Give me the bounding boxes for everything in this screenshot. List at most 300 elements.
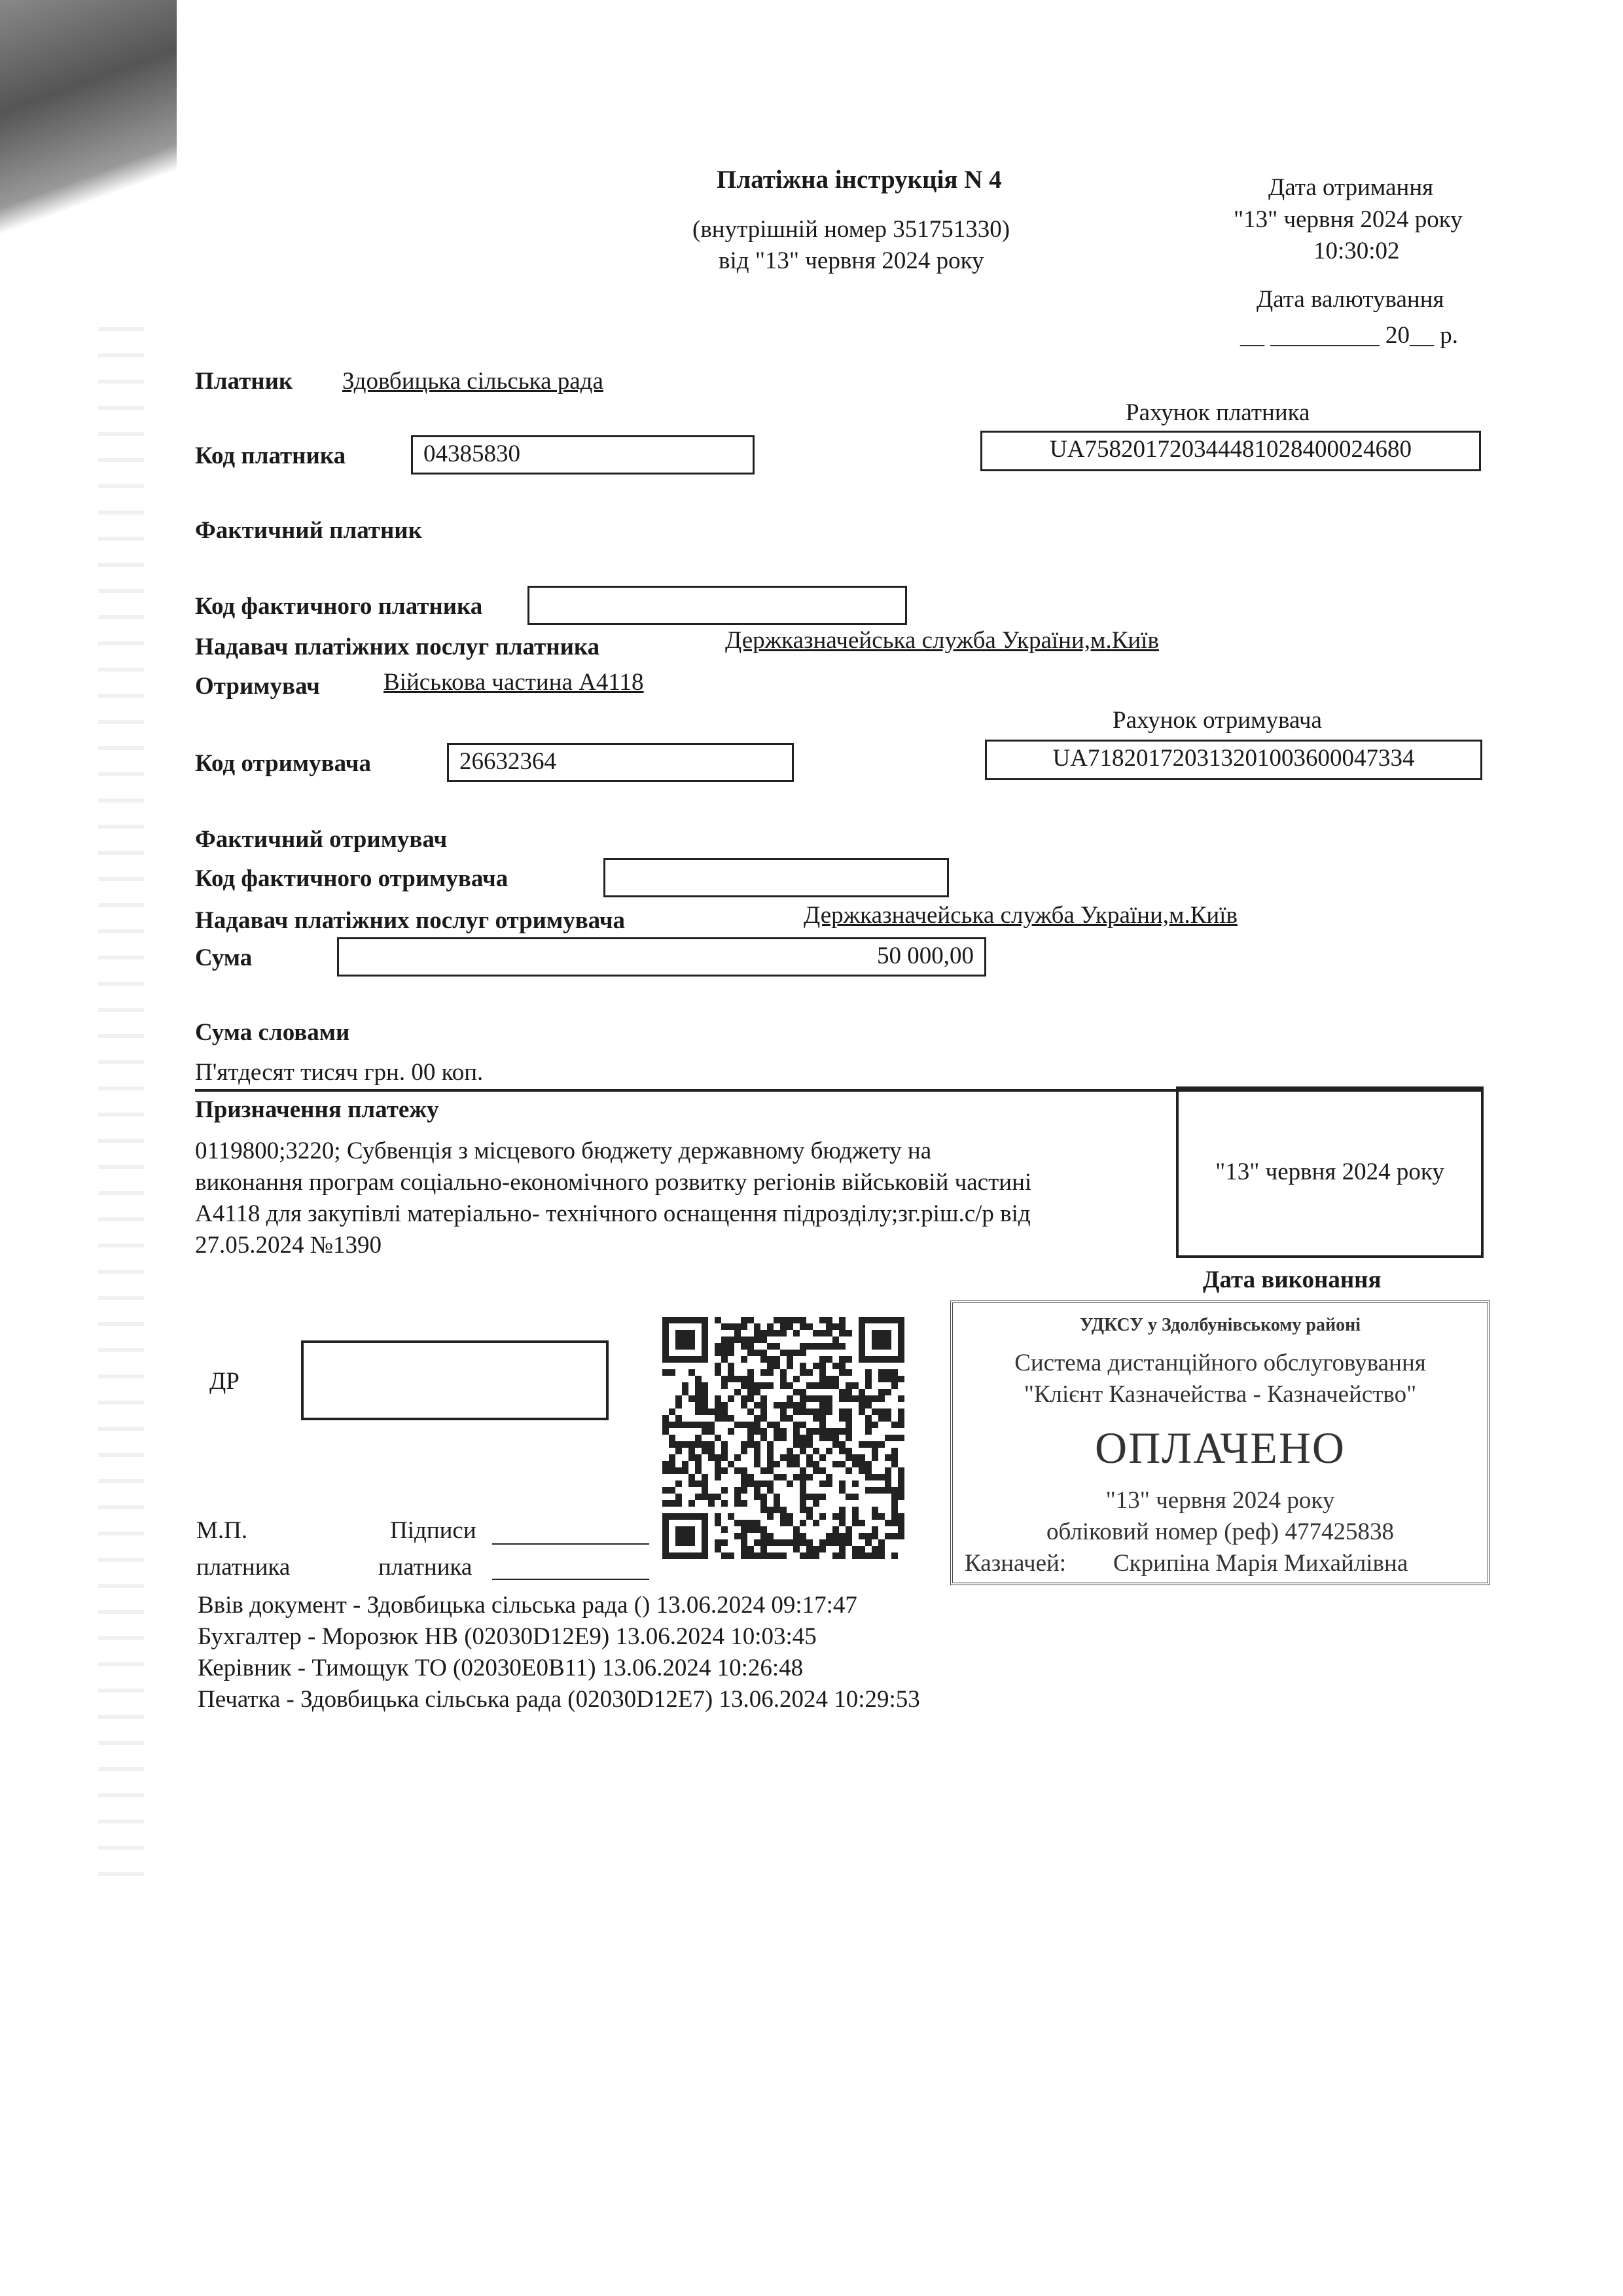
qr-module xyxy=(839,1448,846,1454)
qr-module xyxy=(760,1336,767,1343)
qr-module xyxy=(774,1402,780,1408)
qr-module xyxy=(885,1520,891,1526)
qr-module xyxy=(800,1363,806,1369)
qr-module xyxy=(793,1402,800,1408)
recipient-code-label: Код отримувача xyxy=(195,750,371,777)
qr-module xyxy=(780,1513,787,1520)
qr-module xyxy=(780,1323,787,1330)
qr-module xyxy=(878,1376,885,1382)
qr-module xyxy=(741,1336,747,1343)
qr-module xyxy=(721,1408,728,1415)
payer-account-field: UA758201720344481028400024680 xyxy=(980,431,1481,471)
qr-module xyxy=(787,1395,793,1402)
document-title: Платіжна інструкція N 4 xyxy=(717,166,1002,194)
qr-module xyxy=(675,1448,682,1454)
qr-finder-center xyxy=(675,1526,695,1546)
qr-module xyxy=(760,1369,767,1376)
qr-module xyxy=(806,1382,813,1389)
qr-module xyxy=(747,1343,754,1350)
qr-module xyxy=(760,1500,767,1507)
qr-module xyxy=(721,1336,728,1343)
mp-sub-label: платника xyxy=(196,1554,291,1581)
qr-module xyxy=(846,1539,852,1546)
qr-module xyxy=(747,1336,754,1343)
qr-module xyxy=(760,1415,767,1422)
qr-module xyxy=(734,1487,741,1494)
qr-module xyxy=(839,1389,846,1395)
qr-module xyxy=(846,1494,852,1500)
qr-module xyxy=(826,1533,832,1539)
qr-module xyxy=(826,1317,832,1323)
qr-module xyxy=(819,1330,826,1336)
qr-module xyxy=(754,1520,760,1526)
qr-module xyxy=(695,1395,702,1402)
qr-module xyxy=(747,1480,754,1487)
qr-module xyxy=(780,1454,787,1461)
scan-shadow-corner xyxy=(0,0,177,314)
log-line-4: Печатка - Здовбицька сільська рада (02030D12E7) 13.06.2024 10:29:53 xyxy=(198,1686,920,1713)
qr-module xyxy=(675,1494,682,1500)
qr-module xyxy=(865,1487,872,1494)
qr-module xyxy=(741,1539,747,1546)
signatures-sub-label: платника xyxy=(378,1554,473,1581)
qr-module xyxy=(760,1408,767,1415)
log-line-1: Ввів документ - Здовбицька сільська рада () 13.06.2024 09:17:47 xyxy=(198,1592,857,1619)
qr-module xyxy=(682,1382,688,1389)
qr-module xyxy=(898,1376,904,1382)
qr-module xyxy=(800,1494,806,1500)
qr-module xyxy=(859,1533,865,1539)
qr-module xyxy=(702,1441,708,1448)
qr-module xyxy=(826,1474,832,1480)
qr-module xyxy=(800,1343,806,1350)
qr-module xyxy=(832,1343,839,1350)
qr-module xyxy=(754,1415,760,1422)
qr-module xyxy=(760,1428,767,1435)
qr-module xyxy=(695,1382,702,1389)
qr-module xyxy=(754,1389,760,1395)
qr-module xyxy=(832,1336,839,1343)
qr-module xyxy=(767,1356,774,1363)
qr-module xyxy=(872,1552,878,1559)
qr-module xyxy=(780,1382,787,1389)
qr-module xyxy=(806,1494,813,1500)
qr-module xyxy=(662,1467,669,1474)
qr-module xyxy=(819,1539,826,1546)
qr-module xyxy=(702,1474,708,1480)
qr-module xyxy=(813,1363,819,1369)
qr-module xyxy=(715,1408,721,1415)
qr-module xyxy=(760,1402,767,1408)
qr-module xyxy=(747,1317,754,1323)
qr-module xyxy=(780,1428,787,1435)
qr-module xyxy=(662,1428,669,1435)
qr-module xyxy=(793,1376,800,1382)
payer-provider-label: Надавач платіжних послуг платника xyxy=(195,634,600,660)
stamp-date: "13" червня 2024 року xyxy=(1105,1487,1335,1514)
qr-module xyxy=(878,1546,885,1552)
qr-module xyxy=(767,1422,774,1428)
qr-module xyxy=(741,1422,747,1428)
qr-module xyxy=(682,1467,688,1474)
qr-module xyxy=(872,1487,878,1494)
actual-recipient-label: Фактичний отримувач xyxy=(195,826,448,853)
qr-module xyxy=(806,1435,813,1441)
qr-module xyxy=(826,1395,832,1402)
qr-module xyxy=(747,1428,754,1435)
qr-module xyxy=(865,1467,872,1474)
qr-module xyxy=(793,1389,800,1395)
qr-module xyxy=(819,1395,826,1402)
qr-module xyxy=(885,1415,891,1422)
qr-module xyxy=(780,1415,787,1422)
qr-module xyxy=(800,1369,806,1376)
qr-module xyxy=(846,1467,852,1474)
qr-module xyxy=(787,1415,793,1422)
qr-module xyxy=(878,1369,885,1376)
qr-module xyxy=(891,1369,898,1376)
qr-module xyxy=(885,1467,891,1474)
qr-module xyxy=(715,1474,721,1480)
qr-module xyxy=(865,1402,872,1408)
qr-module xyxy=(734,1389,741,1395)
qr-module xyxy=(669,1467,675,1474)
qr-module xyxy=(715,1467,721,1474)
qr-module xyxy=(872,1448,878,1454)
qr-module xyxy=(898,1526,904,1533)
qr-module xyxy=(846,1454,852,1461)
qr-module xyxy=(760,1552,767,1559)
qr-module xyxy=(826,1448,832,1454)
qr-module xyxy=(688,1422,695,1428)
qr-module xyxy=(839,1369,846,1376)
qr-module xyxy=(865,1552,872,1559)
qr-module xyxy=(747,1474,754,1480)
qr-module xyxy=(734,1494,741,1500)
qr-module xyxy=(774,1539,780,1546)
qr-module xyxy=(669,1441,675,1448)
qr-module xyxy=(767,1441,774,1448)
qr-module xyxy=(806,1441,813,1448)
qr-module xyxy=(832,1526,839,1533)
qr-module xyxy=(800,1552,806,1559)
qr-module xyxy=(695,1461,702,1467)
qr-module xyxy=(754,1330,760,1336)
qr-module xyxy=(767,1363,774,1369)
qr-module xyxy=(839,1539,846,1546)
qr-module xyxy=(675,1480,682,1487)
qr-module xyxy=(806,1369,813,1376)
qr-module xyxy=(702,1422,708,1428)
amount-field: 50 000,00 xyxy=(337,937,986,977)
qr-module xyxy=(675,1500,682,1507)
execution-date-box xyxy=(1176,1086,1484,1258)
qr-module xyxy=(819,1317,826,1323)
qr-module xyxy=(721,1415,728,1422)
actual-payer-code-field xyxy=(527,586,907,625)
payer-name: Здовбицька сільська рада xyxy=(342,368,603,395)
qr-module xyxy=(826,1382,832,1389)
qr-module xyxy=(859,1461,865,1467)
qr-module xyxy=(891,1520,898,1526)
amount-label: Сума xyxy=(195,944,253,971)
qr-module xyxy=(859,1520,865,1526)
amount-words: П'ятдесят тисяч грн. 00 коп. xyxy=(195,1059,484,1086)
qr-module xyxy=(715,1546,721,1552)
qr-module xyxy=(780,1408,787,1415)
value-date-label: Дата валютування xyxy=(1257,286,1444,313)
qr-module xyxy=(728,1395,734,1402)
qr-module xyxy=(715,1415,721,1422)
qr-module xyxy=(878,1474,885,1480)
signature-line-2 xyxy=(492,1579,649,1580)
qr-module xyxy=(715,1343,721,1350)
qr-module xyxy=(695,1494,702,1500)
qr-module xyxy=(793,1474,800,1480)
qr-module xyxy=(793,1317,800,1323)
qr-module xyxy=(754,1422,760,1428)
qr-module xyxy=(715,1461,721,1467)
qr-module xyxy=(721,1539,728,1546)
qr-module xyxy=(721,1323,728,1330)
qr-module xyxy=(747,1441,754,1448)
qr-module xyxy=(826,1323,832,1330)
qr-module xyxy=(682,1389,688,1395)
qr-module xyxy=(787,1323,793,1330)
qr-module xyxy=(819,1343,826,1350)
qr-module xyxy=(774,1435,780,1441)
qr-module xyxy=(760,1480,767,1487)
qr-module xyxy=(865,1382,872,1389)
qr-module xyxy=(898,1435,904,1441)
qr-module xyxy=(800,1500,806,1507)
qr-module xyxy=(780,1507,787,1513)
qr-module xyxy=(669,1454,675,1461)
qr-module xyxy=(839,1363,846,1369)
qr-module xyxy=(688,1441,695,1448)
qr-module xyxy=(832,1461,839,1467)
qr-module xyxy=(800,1435,806,1441)
qr-module xyxy=(885,1435,891,1441)
qr-module xyxy=(734,1467,741,1474)
mp-label: М.П. xyxy=(196,1517,248,1544)
qr-module xyxy=(774,1330,780,1336)
qr-module xyxy=(839,1552,846,1559)
qr-module xyxy=(832,1552,839,1559)
qr-module xyxy=(695,1389,702,1395)
qr-module xyxy=(708,1494,715,1500)
payer-code-field: 04385830 xyxy=(411,435,755,475)
signature-line-1 xyxy=(492,1543,649,1545)
qr-module xyxy=(741,1395,747,1402)
qr-module xyxy=(767,1467,774,1474)
qr-module xyxy=(780,1376,787,1382)
qr-module xyxy=(826,1330,832,1336)
qr-module xyxy=(846,1369,852,1376)
qr-module xyxy=(787,1513,793,1520)
qr-module xyxy=(767,1448,774,1454)
qr-module xyxy=(793,1526,800,1533)
dr-field xyxy=(301,1340,609,1420)
actual-payer-label: Фактичний платник xyxy=(195,517,422,544)
qr-module xyxy=(819,1356,826,1363)
qr-module xyxy=(702,1480,708,1487)
qr-module xyxy=(780,1330,787,1336)
qr-module xyxy=(806,1408,813,1415)
qr-module xyxy=(767,1369,774,1376)
qr-module xyxy=(839,1415,846,1422)
qr-module xyxy=(819,1467,826,1474)
qr-module xyxy=(734,1533,741,1539)
qr-module xyxy=(832,1382,839,1389)
qr-module xyxy=(852,1513,859,1520)
qr-module xyxy=(872,1395,878,1402)
qr-module xyxy=(813,1330,819,1336)
qr-module xyxy=(728,1336,734,1343)
qr-module xyxy=(747,1376,754,1382)
qr-module xyxy=(891,1382,898,1389)
qr-module xyxy=(832,1435,839,1441)
qr-module xyxy=(839,1317,846,1323)
qr-module xyxy=(715,1513,721,1520)
qr-module xyxy=(878,1408,885,1415)
qr-module xyxy=(721,1356,728,1363)
qr-module xyxy=(760,1526,767,1533)
qr-module xyxy=(675,1395,682,1402)
recipient-account-field: UA718201720313201003600047334 xyxy=(985,740,1482,780)
qr-module xyxy=(747,1408,754,1415)
qr-module xyxy=(839,1546,846,1552)
qr-module xyxy=(767,1461,774,1467)
qr-module xyxy=(846,1382,852,1389)
qr-module xyxy=(754,1480,760,1487)
log-line-2: Бухгалтер - Морозюк НВ (02030D12E9) 13.06.2024 10:03:45 xyxy=(198,1623,817,1650)
qr-module xyxy=(702,1402,708,1408)
qr-module xyxy=(780,1474,787,1480)
qr-module xyxy=(741,1474,747,1480)
qr-module xyxy=(728,1363,734,1369)
qr-module xyxy=(872,1454,878,1461)
qr-module xyxy=(865,1474,872,1480)
qr-module xyxy=(806,1507,813,1513)
qr-module xyxy=(774,1422,780,1428)
qr-module xyxy=(826,1376,832,1382)
qr-module xyxy=(800,1520,806,1526)
qr-module xyxy=(774,1317,780,1323)
qr-module xyxy=(852,1382,859,1389)
qr-module xyxy=(721,1382,728,1389)
qr-module xyxy=(754,1454,760,1461)
qr-module xyxy=(832,1441,839,1448)
qr-module xyxy=(728,1513,734,1520)
qr-module xyxy=(819,1435,826,1441)
qr-module xyxy=(721,1441,728,1448)
qr-module xyxy=(741,1487,747,1494)
qr-module xyxy=(872,1533,878,1539)
qr-module xyxy=(800,1350,806,1356)
qr-module xyxy=(793,1428,800,1435)
qr-module xyxy=(813,1343,819,1350)
qr-module xyxy=(800,1389,806,1395)
qr-module xyxy=(734,1520,741,1526)
qr-module xyxy=(728,1376,734,1382)
qr-module xyxy=(754,1494,760,1500)
qr-module xyxy=(662,1369,669,1376)
stamp-office: УДКСУ у Здолбунівському районі xyxy=(1079,1315,1361,1335)
qr-module xyxy=(715,1454,721,1461)
qr-module xyxy=(846,1356,852,1363)
qr-module xyxy=(852,1454,859,1461)
purpose-label: Призначення платежу xyxy=(195,1096,439,1123)
qr-module xyxy=(662,1422,669,1428)
qr-module xyxy=(754,1336,760,1343)
qr-module xyxy=(891,1376,898,1382)
qr-module xyxy=(734,1323,741,1330)
purpose-line-3: А4118 для закупівлі матеріально- технічного оснащення підрозділу;зг.ріш.с/р від xyxy=(195,1200,1031,1227)
actual-recipient-code-field xyxy=(603,858,949,897)
qr-module xyxy=(787,1382,793,1389)
qr-module xyxy=(852,1461,859,1467)
actual-payer-code-label: Код фактичного платника xyxy=(195,593,483,620)
qr-module xyxy=(721,1402,728,1408)
qr-module xyxy=(760,1546,767,1552)
qr-module xyxy=(774,1343,780,1350)
qr-module xyxy=(846,1533,852,1539)
qr-module xyxy=(806,1552,813,1559)
qr-module xyxy=(754,1441,760,1448)
qr-module xyxy=(754,1448,760,1454)
qr-module xyxy=(859,1454,865,1461)
qr-module xyxy=(891,1500,898,1507)
qr-module xyxy=(800,1402,806,1408)
qr-module xyxy=(702,1448,708,1454)
qr-module xyxy=(826,1480,832,1487)
qr-module xyxy=(878,1441,885,1448)
qr-module xyxy=(839,1330,846,1336)
qr-module xyxy=(708,1454,715,1461)
qr-module xyxy=(741,1448,747,1454)
qr-module xyxy=(767,1330,774,1336)
qr-module xyxy=(819,1513,826,1520)
qr-module xyxy=(702,1389,708,1395)
qr-module xyxy=(774,1507,780,1513)
qr-module xyxy=(800,1448,806,1454)
qr-module xyxy=(767,1552,774,1559)
dr-label: ДР xyxy=(209,1368,240,1395)
qr-module xyxy=(669,1369,675,1376)
qr-module xyxy=(859,1467,865,1474)
qr-module xyxy=(754,1382,760,1389)
qr-module xyxy=(741,1526,747,1533)
qr-module xyxy=(793,1435,800,1441)
stamp-paid-status: ОПЛАЧЕНО xyxy=(1094,1423,1346,1473)
qr-module xyxy=(885,1487,891,1494)
qr-module xyxy=(865,1415,872,1422)
payer-account-label: Рахунок платника xyxy=(1126,399,1310,426)
actual-recipient-code-label: Код фактичного отримувача xyxy=(195,865,508,892)
qr-module xyxy=(885,1389,891,1395)
qr-module xyxy=(708,1448,715,1454)
qr-module xyxy=(741,1376,747,1382)
qr-module xyxy=(839,1487,846,1494)
qr-module xyxy=(688,1480,695,1487)
qr-module xyxy=(675,1402,682,1408)
qr-module xyxy=(865,1441,872,1448)
qr-module xyxy=(682,1441,688,1448)
qr-module xyxy=(885,1376,891,1382)
qr-module xyxy=(898,1395,904,1402)
qr-module xyxy=(806,1461,813,1467)
